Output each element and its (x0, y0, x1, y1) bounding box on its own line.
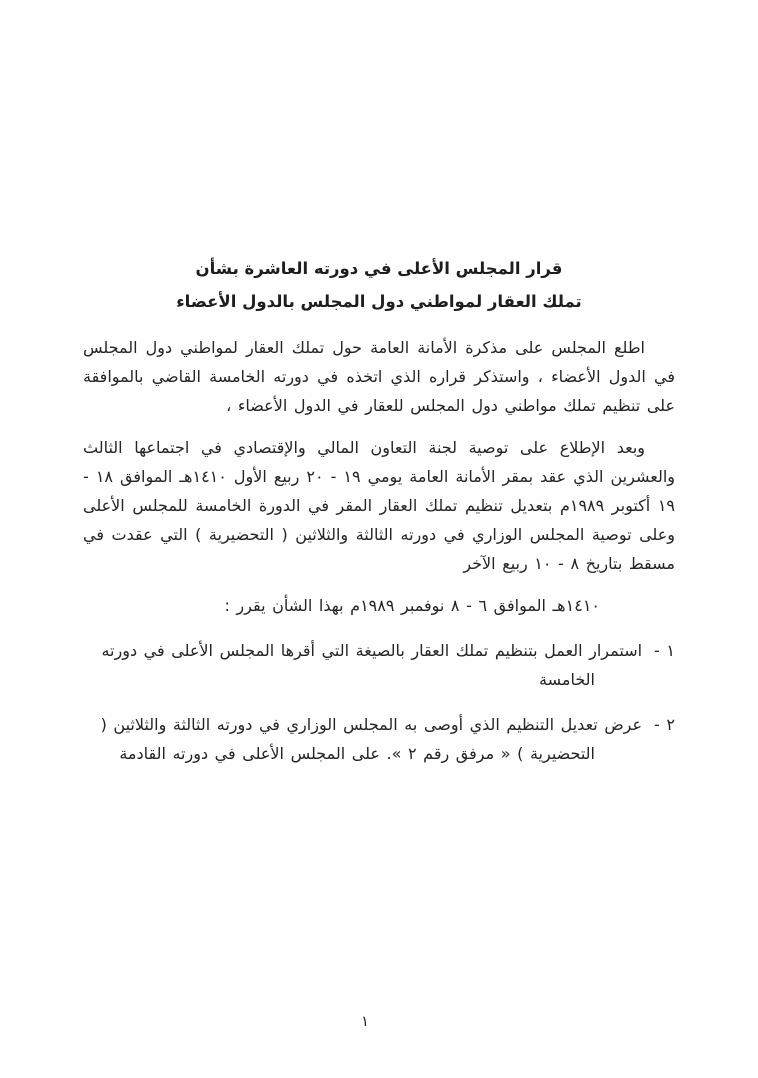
decision-1-number: ١ - (654, 641, 675, 660)
decision-2-text: عرض تعديل التنظيم الذي أوصى به المجلس الوزاري في دورته الثالثة والثلاثين ( التحضيرية ) « مرفق رقم ٢ ». على المجلس الأعلى في دورته القادمة (100, 715, 643, 763)
decision-item-1 (83, 636, 675, 694)
title-line-2: تملك العقار لمواطني دول المجلس بالدول الأعضاء (176, 292, 582, 311)
document-body (83, 252, 675, 784)
page-number: ١ (361, 1014, 369, 1030)
paragraph-preamble: اطلع المجلس على مذكرة الأمانة العامة حول تملك العقار لمواطني دول المجلس في الدول الأعضاء ، واستذكر قراره الذي اتخذه في دورته الخامسة القاضي بالموافقة على تنظيم تملك مواطني دول المجلس للعقار في الدول الأعضاء ، (83, 338, 675, 415)
paragraph-recommendation-closing: ١٤١٠هـ الموافق ٦ - ٨ نوفمبر ١٩٨٩م بهذا الشأن يقرر : (224, 596, 600, 615)
decision-item-2 (83, 710, 675, 768)
title-line-1: قرار المجلس الأعلى في دورته العاشرة بشأن (195, 259, 563, 278)
decision-1-text: استمرار العمل بتنظيم تملك العقار بالصيغة التي أقرها المجلس الأعلى في دورته الخامسة (101, 641, 643, 689)
paragraph-recommendation: وبعد الإطلاع على توصية لجنة التعاون المالي والإقتصادي في اجتماعها الثالث والعشرين الذي عقد بمقر الأمانة العامة يومي ١٩ - ٢٠ ربيع الأول ١٤١٠هـ الموافق ١٨ - ١٩ أكتوبر ١٩٨٩م بتعديل تنظيم تملك العقار المقر في الدورة الخامسة للمجلس الأعلى وعلى توصية المجلس الوزاري في دورته الثالثة والثلاثين ( التحضيرية ) التي عقدت في مسقط بتاريخ ٨ - ١٠ ربيع الآخر (83, 438, 675, 573)
document-title (83, 252, 675, 318)
decision-2-number: ٢ - (654, 715, 675, 734)
